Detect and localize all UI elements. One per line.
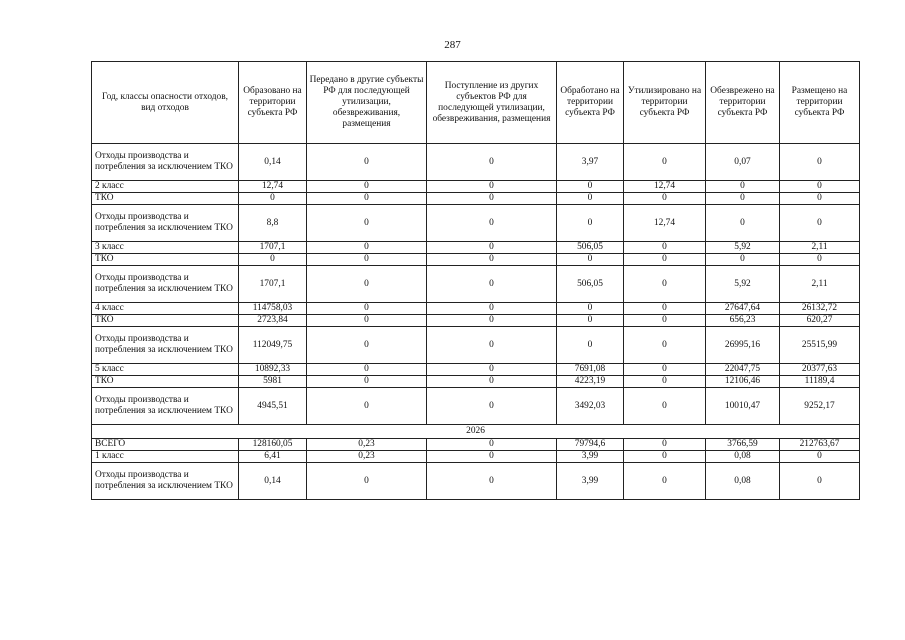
row-label-cell: 4 класс [92,303,239,315]
row-label-cell: Отходы производства и потребления за исключением ТКО [92,463,239,500]
value-cell: 112049,75 [239,327,307,364]
value-cell: 0 [706,205,780,242]
value-cell: 0,08 [706,463,780,500]
value-cell: 5,92 [706,242,780,254]
value-cell: 25515,99 [780,327,860,364]
header-cell: Обезврежено на территории субъекта РФ [706,62,780,144]
value-cell: 0 [427,388,557,425]
value-cell: 3,97 [557,144,624,181]
value-cell: 0 [307,388,427,425]
value-cell: 0 [307,254,427,266]
value-cell: 11189,4 [780,376,860,388]
value-cell: 0 [780,451,860,463]
table-row [92,242,860,254]
value-cell: 0 [307,144,427,181]
table-row [92,451,860,463]
value-cell: 8,8 [239,205,307,242]
value-cell: 0 [780,193,860,205]
row-label-cell: ВСЕГО [92,439,239,451]
value-cell: 0 [239,193,307,205]
value-cell: 656,23 [706,315,780,327]
value-cell: 12,74 [239,181,307,193]
value-cell: 0 [706,193,780,205]
value-cell: 7691,08 [557,364,624,376]
page-number: 287 [444,39,461,51]
value-cell: 0 [624,463,706,500]
value-cell: 4223,19 [557,376,624,388]
value-cell: 0 [427,327,557,364]
value-cell: 0,14 [239,144,307,181]
value-cell: 0 [307,376,427,388]
row-label-cell: Отходы производства и потребления за исключением ТКО [92,388,239,425]
table-row [92,181,860,193]
value-cell: 0 [780,144,860,181]
value-cell: 0 [557,254,624,266]
table-row [92,205,860,242]
value-cell: 0 [427,463,557,500]
header-cell: Обработано на территории субъекта РФ [557,62,624,144]
value-cell: 0 [307,181,427,193]
value-cell: 0 [427,193,557,205]
value-cell: 0 [624,439,706,451]
value-cell: 3766,59 [706,439,780,451]
value-cell: 20377,63 [780,364,860,376]
value-cell: 0,23 [307,439,427,451]
header-cell: Образовано на территории субъекта РФ [239,62,307,144]
value-cell: 0 [307,205,427,242]
table-row [92,144,860,181]
value-cell: 0 [307,266,427,303]
value-cell: 3492,03 [557,388,624,425]
value-cell: 2723,84 [239,315,307,327]
value-cell: 0 [427,315,557,327]
row-label-cell: ТКО [92,315,239,327]
value-cell: 0 [780,205,860,242]
value-cell: 0 [624,327,706,364]
row-label-cell: 1 класс [92,451,239,463]
header-cell: Поступление из других субъектов РФ для последующей утилизации, обезвреживания, размещения [427,62,557,144]
table-row [92,364,860,376]
table-row [92,376,860,388]
value-cell: 0 [427,266,557,303]
value-cell: 0 [427,181,557,193]
value-cell: 0 [780,181,860,193]
value-cell: 0 [624,376,706,388]
value-cell: 1707,1 [239,242,307,254]
value-cell: 0 [427,364,557,376]
value-cell: 10010,47 [706,388,780,425]
row-label-cell: Отходы производства и потребления за исключением ТКО [92,205,239,242]
row-label-cell: 5 класс [92,364,239,376]
value-cell: 2,11 [780,242,860,254]
value-cell: 0 [557,193,624,205]
value-cell: 0 [427,376,557,388]
value-cell: 9252,17 [780,388,860,425]
header-cell: Утилизировано на территории субъекта РФ [624,62,706,144]
value-cell: 0 [427,451,557,463]
value-cell: 0 [557,205,624,242]
row-label-cell: Отходы производства и потребления за исключением ТКО [92,144,239,181]
value-cell: 0,23 [307,451,427,463]
value-cell: 0 [307,193,427,205]
value-cell: 3,99 [557,463,624,500]
header-row [92,62,860,144]
value-cell: 0 [624,303,706,315]
value-cell: 26132,72 [780,303,860,315]
value-cell: 5,92 [706,266,780,303]
value-cell: 0 [307,364,427,376]
value-cell: 0 [624,193,706,205]
value-cell: 12,74 [624,181,706,193]
value-cell: 0 [427,439,557,451]
value-cell: 114758,03 [239,303,307,315]
table-row [92,303,860,315]
value-cell: 0 [624,144,706,181]
value-cell: 212763,67 [780,439,860,451]
row-label-cell: Отходы производства и потребления за исключением ТКО [92,327,239,364]
header-cell: Размещено на территории субъекта РФ [780,62,860,144]
value-cell: 0 [706,254,780,266]
value-cell: 6,41 [239,451,307,463]
row-label-cell: Отходы производства и потребления за исключением ТКО [92,266,239,303]
waste-table [91,61,860,500]
value-cell: 0 [557,315,624,327]
table-row [92,463,860,500]
value-cell: 5981 [239,376,307,388]
value-cell: 0,07 [706,144,780,181]
value-cell: 4945,51 [239,388,307,425]
value-cell: 12106,46 [706,376,780,388]
value-cell: 0 [624,451,706,463]
value-cell: 0 [557,327,624,364]
value-cell: 0 [307,463,427,500]
value-cell: 620,27 [780,315,860,327]
value-cell: 506,05 [557,242,624,254]
value-cell: 22047,75 [706,364,780,376]
value-cell: 0 [427,254,557,266]
row-label-cell: ТКО [92,193,239,205]
value-cell: 0 [239,254,307,266]
value-cell: 0 [624,388,706,425]
value-cell: 0 [307,303,427,315]
value-cell: 0 [307,327,427,364]
value-cell: 0 [557,181,624,193]
value-cell: 0 [307,315,427,327]
value-cell: 0 [307,242,427,254]
value-cell: 0 [624,242,706,254]
value-cell: 0 [557,303,624,315]
table-row [92,266,860,303]
value-cell: 26995,16 [706,327,780,364]
value-cell: 79794,6 [557,439,624,451]
value-cell: 2,11 [780,266,860,303]
value-cell: 506,05 [557,266,624,303]
value-cell: 27647,64 [706,303,780,315]
value-cell: 0 [427,303,557,315]
value-cell: 10892,33 [239,364,307,376]
value-cell: 0 [624,254,706,266]
value-cell: 0 [624,266,706,303]
value-cell: 0 [780,254,860,266]
table-row [92,439,860,451]
value-cell: 0 [427,144,557,181]
header-cell: Год, классы опасности отходов, вид отходов [92,62,239,144]
year-label: 2026 [92,425,860,439]
table-row [92,388,860,425]
value-cell: 0 [780,463,860,500]
row-label-cell: ТКО [92,254,239,266]
value-cell: 0,14 [239,463,307,500]
table-row [92,254,860,266]
table-row [92,193,860,205]
row-label-cell: 2 класс [92,181,239,193]
value-cell: 0 [624,315,706,327]
value-cell: 0 [706,181,780,193]
value-cell: 1707,1 [239,266,307,303]
value-cell: 12,74 [624,205,706,242]
value-cell: 0,08 [706,451,780,463]
row-label-cell: ТКО [92,376,239,388]
value-cell: 128160,05 [239,439,307,451]
header-cell: Передано в другие субъекты РФ для последующей утилизации, обезвреживания, размещения [307,62,427,144]
table-row [92,315,860,327]
table-row [92,327,860,364]
table-body [92,144,860,500]
value-cell: 0 [624,364,706,376]
value-cell: 0 [427,205,557,242]
value-cell: 3,99 [557,451,624,463]
row-label-cell: 3 класс [92,242,239,254]
value-cell: 0 [427,242,557,254]
year-row [92,425,860,439]
